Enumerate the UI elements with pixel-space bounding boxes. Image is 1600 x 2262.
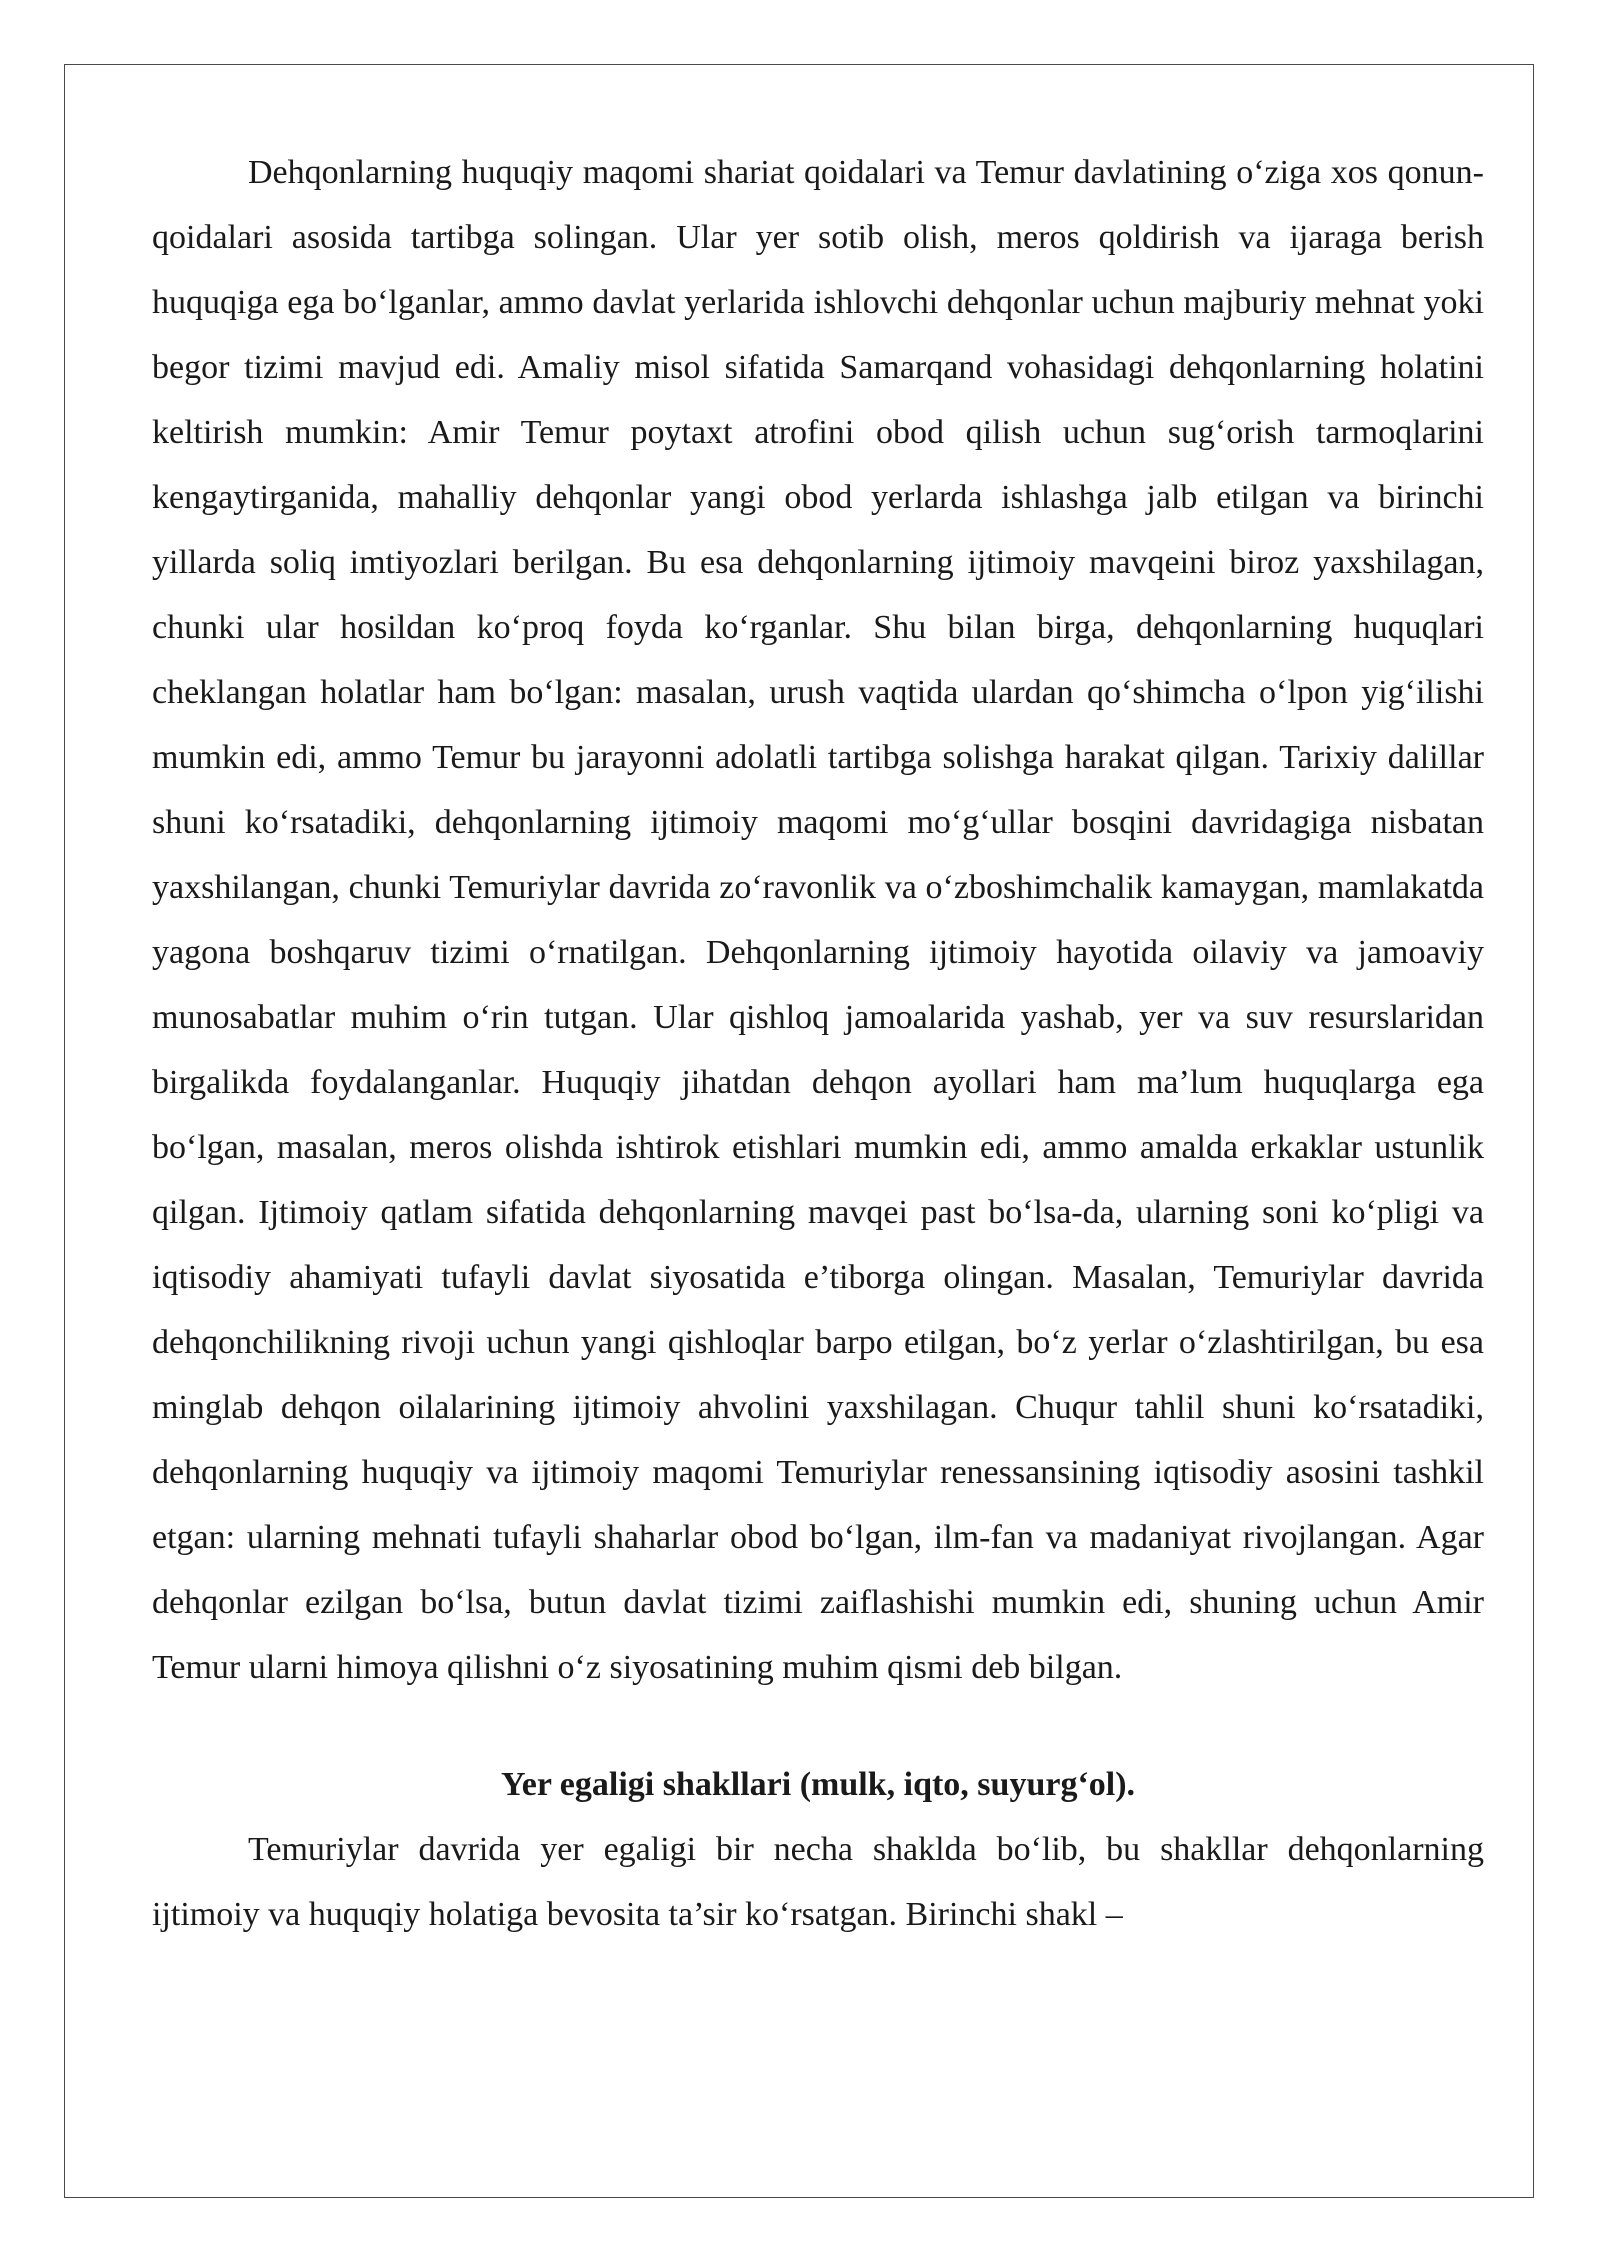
body-paragraph-1: Dehqonlarning huquqiy maqomi shariat qoidalari va Temur davlatining o‘ziga xos qonun-qoidalari asosida tartibga solingan. Ular yer sotib olish, meros qoldirish va ijaraga berish huquqiga ega bo‘lganlar, ammo davlat yerlarida ishlovchi dehqonlar uchun majburiy mehnat yoki begor tizimi mavjud edi. Amaliy misol sifatida Samarqand vohasidagi dehqonlarning holatini keltirish mumkin: Amir Temur poytaxt atrofini obod qilish uchun sug‘orish tarmoqlarini kengaytirganida, mahalliy dehqonlar yangi obod yerlarda ishlashga jalb etilgan va birinchi yillarda soliq imtiyozlari berilgan. Bu esa dehqonlarning ijtimoiy mavqeini biroz yaxshilagan, chunki ular hosildan ko‘proq foyda ko‘rganlar. Shu bilan birga, dehqonlarning huquqlari cheklangan holatlar ham bo‘lgan: masalan, urush vaqtida ulardan qo‘shimcha o‘lpon yig‘ilishi mumkin edi, ammo Temur bu jarayonni adolatli tartibga solishga harakat qilgan. Tarixiy dalillar shuni ko‘rsatadiki, dehqonlarning ijtimoiy maqomi mo‘g‘ullar bosqini davridagiga nisbatan yaxshilangan, chunki Temuriylar davrida zo‘ravonlik va o‘zboshimchalik kamaygan, mamlakatda yagona boshqaruv tizimi o‘rnatilgan. Dehqonlarning ijtimoiy hayotida oilaviy va jamoaviy munosabatlar muhim o‘rin tutgan. Ular qishloq jamoalarida yashab, yer va suv resurslaridan birgalikda foydalanganlar. Huquqiy jihatdan dehqon ayollari ham ma’lum huquqlarga ega bo‘lgan, masalan, meros olishda ishtirok etishlari mumkin edi, ammo amalda erkaklar ustunlik qilgan. Ijtimoiy qatlam sifatida dehqonlarning mavqei past bo‘lsa-da, ularning soni ko‘pligi va iqtisodiy ahamiyati tufayli davlat siyosatida e’tiborga olingan. Masalan, Temuriylar davrida dehqonchilikning rivoji uchun yangi qishloqlar barpo etilgan, bo‘z yerlar o‘zlashtirilgan, bu esa minglab dehqon oilalarining ijtimoiy ahvolini yaxshilagan. Chuqur tahlil shuni ko‘rsatadiki, dehqonlarning huquqiy va ijtimoiy maqomi Temuriylar renessansining iqtisodiy asosini tashkil etgan: ularning mehnati tufayli shaharlar obod bo‘lgan, ilm-fan va madaniyat rivojlangan. Agar dehqonlar ezilgan bo‘lsa, butun davlat tizimi zaiflashishi mumkin edi, shuning uchun Amir Temur ularni himoya qilishni o‘z siyosatining muhim qismi deb bilgan. — [152, 154, 1484, 1686]
page-content — [152, 140, 1484, 1947]
section-heading: Yer egaligi shakllari (mulk, iqto, suyurg‘ol). — [500, 1766, 1136, 1803]
body-paragraph-2: Temuriylar davrida yer egaligi bir necha shaklda bo‘lib, bu shakllar dehqonlarning ijtimoiy va huquqiy holatiga bevosita ta’sir ko‘rsatgan. Birinchi shakl – — [152, 1831, 1484, 1933]
